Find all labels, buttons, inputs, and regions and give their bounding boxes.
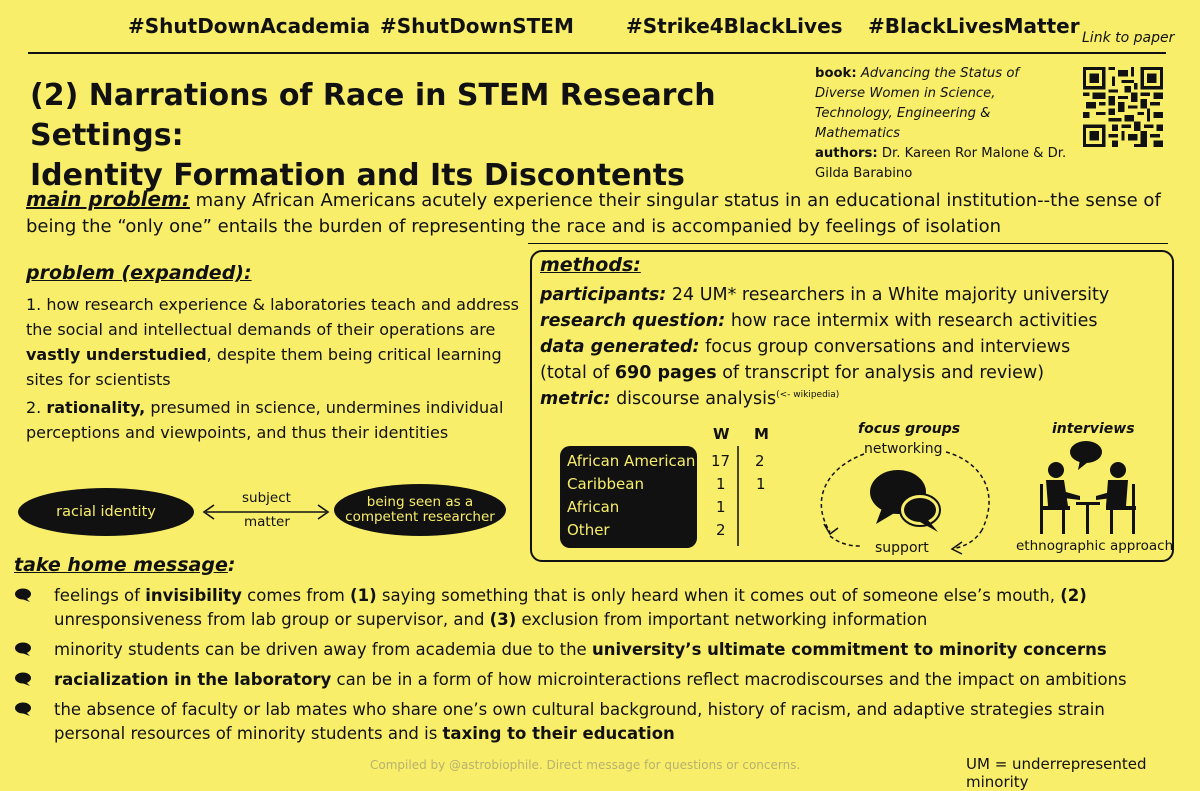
competent-researcher-ellipse: [334, 484, 506, 536]
wikipedia-link[interactable]: (<- wikipedia): [776, 390, 840, 400]
focus-groups-label: focus groups: [858, 421, 961, 437]
table-cell: 1: [716, 498, 726, 516]
participants-line: [540, 282, 1170, 308]
divider: [28, 52, 1166, 54]
authors-label: authors:: [815, 146, 878, 161]
problem-expanded-text: [26, 292, 526, 448]
problem-point-1: [26, 292, 526, 392]
table-row-label: Other: [567, 521, 610, 539]
link-to-paper[interactable]: Link to paper: [1082, 30, 1175, 46]
divider: [528, 243, 1168, 244]
text: 2.: [26, 398, 47, 417]
interviews-label: interviews: [1052, 421, 1135, 437]
problem-expanded-label: problem (expanded):: [26, 262, 252, 284]
take-home-title: take home message: [14, 554, 228, 576]
diagram-label: being seen as a: [366, 494, 474, 510]
rq-value: how race intermix with research activities: [730, 311, 1098, 331]
methods-details: [540, 282, 1170, 412]
metric-line: [540, 386, 1170, 412]
arrow-label-bottom: matter: [244, 514, 290, 530]
emphasis: racialization in the laboratory: [54, 670, 332, 689]
emphasis: 690 pages: [614, 363, 717, 383]
speech-bubble-icon: [14, 588, 32, 602]
table-cell: 1: [756, 475, 766, 493]
metric-value: discourse analysis: [616, 389, 777, 409]
table-cell: 2: [716, 521, 726, 539]
footer-credit: Compiled by @astrobiophile. Direct message for questions or concerns.: [370, 758, 801, 772]
table-row-label: Caribbean: [567, 475, 644, 493]
diagram-label: competent researcher: [345, 509, 495, 525]
data-line: [540, 334, 1170, 360]
hashtag[interactable]: #Strike4BlackLives: [626, 14, 843, 38]
title-line: (2) Narrations of Race in STEM Research Settings:: [30, 78, 716, 153]
book-label: book:: [815, 66, 857, 81]
book-info: [815, 64, 1070, 184]
emphasis: vastly understudied: [26, 345, 207, 364]
speech-bubble-icon: [14, 642, 32, 656]
interview-people-icon: [1034, 440, 1144, 540]
text: 1. how research experience & laboratories teach and address the social and intellectual demands of their operations are: [26, 295, 520, 339]
take-home-item: [14, 584, 1164, 632]
metric-label: metric:: [540, 389, 611, 409]
hashtag[interactable]: #BlackLivesMatter: [868, 14, 1080, 38]
methods-label: methods:: [540, 254, 641, 276]
total-line: [540, 360, 1170, 386]
table-cell: 17: [711, 452, 731, 470]
colon: :: [227, 554, 236, 576]
emphasis: university’s ultimate commitment to minority concerns: [591, 640, 1107, 659]
text: the absence of faculty or lab mates who share one’s own cultural background, history of racism, and adaptive strategies strain personal resources of minority students and is: [54, 700, 1105, 743]
emphasis: rationality,: [46, 398, 146, 417]
data-value: focus group conversations and interviews: [705, 337, 1071, 357]
qr-code-icon[interactable]: [1083, 67, 1163, 147]
chat-bubbles-icon: [868, 466, 944, 536]
speech-bubble-icon: [14, 672, 32, 686]
take-home-item: [14, 638, 1164, 662]
text: exclusion from important networking information: [516, 610, 928, 629]
take-home-item: [14, 698, 1164, 746]
text: presumed in science, undermines individual perceptions and viewpoints, and thus their identities: [26, 398, 504, 442]
table-cell: 2: [755, 452, 765, 470]
hashtag[interactable]: #ShutDownAcademia: [128, 14, 371, 38]
interviews-caption: ethnographic approach: [1016, 538, 1174, 554]
text: unresponsiveness from lab group or supervisor, and: [54, 610, 490, 629]
emphasis: (3): [489, 610, 517, 629]
column-header-m: M: [754, 425, 769, 443]
page-title: [30, 76, 800, 196]
column-header-w: W: [713, 425, 730, 443]
authors: Dr. Kareen Ror Malone & Dr. Gilda Barabino: [815, 146, 1067, 181]
text: minority students can be driven away from academia due to the: [54, 640, 592, 659]
rq-line: [540, 308, 1170, 334]
main-problem-label: main problem:: [26, 187, 190, 211]
table-row-label: African American: [567, 452, 696, 470]
table-row-label: African: [567, 498, 620, 516]
focus-bottom-label: support: [875, 540, 929, 556]
rq-label: research question:: [540, 311, 726, 331]
emphasis: taxing to their education: [442, 724, 675, 743]
text: (total of: [540, 363, 615, 383]
hashtag[interactable]: #ShutDownSTEM: [380, 14, 574, 38]
racial-identity-ellipse: [18, 488, 194, 536]
text: of transcript for analysis and review): [716, 363, 1045, 383]
text: feelings of: [54, 586, 146, 605]
speech-bubble-icon: [14, 702, 32, 716]
book-title: Advancing the Status of Diverse Women in Science, Technology, Engineering & Mathematics: [815, 66, 1020, 141]
emphasis: (2): [1060, 586, 1087, 605]
data-label: data generated:: [540, 337, 700, 357]
title-line: Identity Formation and Its Discontents: [30, 158, 685, 193]
hashtag-bar: [0, 14, 1080, 48]
diagram-label: racial identity: [56, 504, 156, 520]
take-home-label: [14, 554, 235, 576]
table-cell: 1: [716, 475, 726, 493]
take-home-item: [14, 668, 1164, 692]
table-divider: [728, 446, 748, 546]
text: comes from: [241, 586, 351, 605]
main-problem-text: many African Americans acutely experience their singular status in an educational institution--the sense of being the “only one” entails the burden of representing the race and is accompanied by feelings of isolation: [26, 190, 1161, 237]
problem-point-2: [26, 395, 526, 445]
participants-value: 24 UM* researchers in a White majority university: [671, 285, 1110, 305]
main-problem: [26, 186, 1176, 240]
um-definition: UM = underrepresented minority: [966, 755, 1147, 791]
emphasis: (1): [350, 586, 377, 605]
emphasis: invisibility: [145, 586, 242, 605]
text: , despite them being critical learning sites for scientists: [26, 345, 502, 389]
text: saying something that is only heard when it comes out of someone else’s mouth,: [376, 586, 1061, 605]
text: can be in a form of how microinteractions reflect macrodiscourses and the impact on ambitions: [331, 670, 1127, 689]
arrow-label-top: subject: [242, 490, 291, 506]
focus-top-label: networking: [864, 441, 943, 457]
participants-label: participants:: [540, 285, 667, 305]
